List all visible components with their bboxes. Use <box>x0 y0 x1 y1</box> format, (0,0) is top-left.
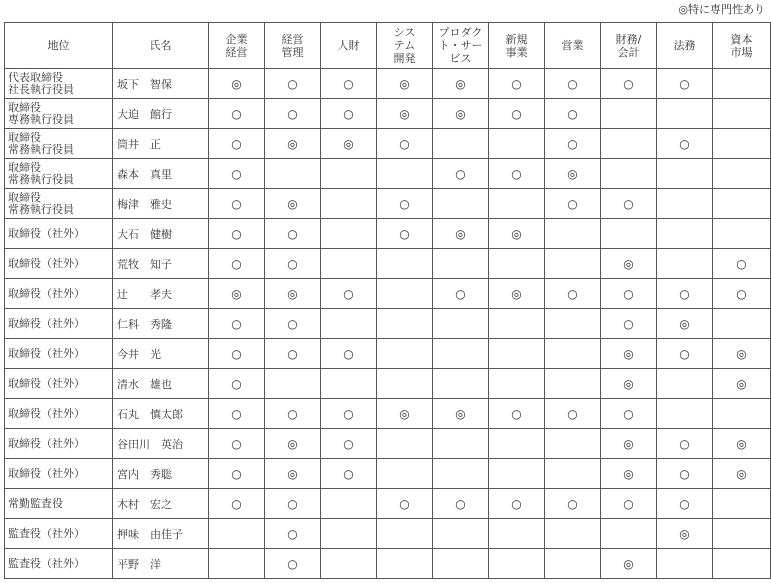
skill-mark-cell <box>377 159 433 189</box>
position-cell: 取締役（社外） <box>5 339 113 369</box>
table-body <box>5 69 771 579</box>
table-row <box>5 69 771 99</box>
skill-mark-cell <box>321 249 377 279</box>
skill-mark-cell: ○ <box>713 279 771 309</box>
skill-mark-cell <box>545 339 601 369</box>
skill-mark-cell <box>489 249 545 279</box>
skill-mark-cell: ○ <box>601 189 657 219</box>
skill-mark-cell: ○ <box>713 249 771 279</box>
skill-mark-cell: ○ <box>545 99 601 129</box>
skill-header-sales: 営業 <box>545 23 601 69</box>
table-row <box>5 519 771 549</box>
skill-mark-cell <box>209 549 265 579</box>
skill-mark-cell <box>433 249 489 279</box>
skill-mark-cell: ○ <box>601 279 657 309</box>
table-row <box>5 459 771 489</box>
skill-mark-cell <box>713 489 771 519</box>
skill-mark-cell: ◎ <box>601 369 657 399</box>
skill-mark-cell: ◎ <box>433 399 489 429</box>
skill-mark-cell: ◎ <box>657 309 713 339</box>
name-cell: 辻 孝夫 <box>113 279 209 309</box>
skill-mark-cell <box>489 339 545 369</box>
skill-mark-cell <box>601 129 657 159</box>
skill-mark-cell <box>209 519 265 549</box>
name-cell: 坂下 智保 <box>113 69 209 99</box>
skill-mark-cell: ○ <box>489 99 545 129</box>
skill-mark-cell <box>657 99 713 129</box>
skill-mark-cell <box>713 69 771 99</box>
skill-mark-cell: ◎ <box>601 459 657 489</box>
skill-mark-cell: ○ <box>209 189 265 219</box>
skill-mark-cell <box>713 219 771 249</box>
skill-mark-cell: ◎ <box>713 369 771 399</box>
skill-mark-cell <box>377 519 433 549</box>
skill-mark-cell <box>713 519 771 549</box>
skill-mark-cell: ◎ <box>377 69 433 99</box>
skill-mark-cell: ○ <box>265 99 321 129</box>
skill-mark-cell: ○ <box>657 339 713 369</box>
name-cell: 筒井 正 <box>113 129 209 159</box>
name-cell: 大迫 館行 <box>113 99 209 129</box>
skill-mark-cell <box>433 189 489 219</box>
skill-mark-cell <box>433 339 489 369</box>
skill-mark-cell: ○ <box>545 69 601 99</box>
skill-mark-cell <box>433 429 489 459</box>
skill-mark-cell: ◎ <box>489 279 545 309</box>
skill-mark-cell <box>601 99 657 129</box>
skill-mark-cell: ◎ <box>265 459 321 489</box>
skill-mark-cell: ○ <box>209 399 265 429</box>
position-cell: 取締役 常務執行役員 <box>5 189 113 219</box>
skill-mark-cell: ○ <box>321 69 377 99</box>
skill-mark-cell <box>433 309 489 339</box>
skill-mark-cell: ○ <box>209 249 265 279</box>
skill-mark-cell <box>489 309 545 339</box>
skill-mark-cell <box>321 189 377 219</box>
skill-mark-cell: ○ <box>489 489 545 519</box>
skill-mark-cell: ○ <box>209 129 265 159</box>
skill-header-corporate-management: 企業 経営 <box>209 23 265 69</box>
skill-mark-cell <box>657 369 713 399</box>
table-row <box>5 189 771 219</box>
skill-mark-cell <box>713 99 771 129</box>
position-header: 地位 <box>5 23 113 69</box>
position-cell: 取締役 常務執行役員 <box>5 159 113 189</box>
skill-mark-cell: ○ <box>433 279 489 309</box>
skill-mark-cell: ○ <box>657 429 713 459</box>
name-cell: 梅津 雅史 <box>113 189 209 219</box>
skill-mark-cell: ○ <box>265 69 321 99</box>
skill-mark-cell <box>657 219 713 249</box>
skill-mark-cell <box>489 429 545 459</box>
skill-mark-cell <box>657 549 713 579</box>
skill-mark-cell: ○ <box>209 219 265 249</box>
skill-mark-cell: ○ <box>209 309 265 339</box>
skill-mark-cell: ○ <box>489 69 545 99</box>
skill-mark-cell: ○ <box>545 189 601 219</box>
skill-mark-cell: ○ <box>657 459 713 489</box>
name-cell: 宮内 秀聡 <box>113 459 209 489</box>
skill-mark-cell: ○ <box>209 369 265 399</box>
table-row <box>5 99 771 129</box>
table-row <box>5 429 771 459</box>
skill-mark-cell: ○ <box>209 459 265 489</box>
skill-mark-cell <box>713 159 771 189</box>
table-row <box>5 369 771 399</box>
skill-mark-cell: ◎ <box>209 69 265 99</box>
skill-mark-cell: ◎ <box>601 249 657 279</box>
skill-mark-cell <box>489 369 545 399</box>
name-cell: 荒牧 知子 <box>113 249 209 279</box>
skill-mark-cell <box>321 489 377 519</box>
name-cell: 仁科 秀隆 <box>113 309 209 339</box>
skill-mark-cell <box>545 429 601 459</box>
skill-mark-cell: ◎ <box>433 69 489 99</box>
name-cell: 森本 真里 <box>113 159 209 189</box>
skill-mark-cell: ○ <box>265 489 321 519</box>
skill-mark-cell: ○ <box>433 159 489 189</box>
table-row <box>5 489 771 519</box>
position-cell: 取締役（社外） <box>5 219 113 249</box>
skill-mark-cell <box>713 309 771 339</box>
table-row <box>5 399 771 429</box>
skill-mark-cell <box>321 519 377 549</box>
skill-mark-cell <box>713 399 771 429</box>
name-cell: 清水 雄也 <box>113 369 209 399</box>
skill-mark-cell: ○ <box>265 519 321 549</box>
skill-mark-cell <box>433 369 489 399</box>
name-cell: 木村 宏之 <box>113 489 209 519</box>
skill-mark-cell <box>321 219 377 249</box>
skill-mark-cell <box>321 549 377 579</box>
skill-mark-cell <box>377 429 433 459</box>
table-row <box>5 549 771 579</box>
skill-mark-cell <box>657 249 713 279</box>
position-cell: 取締役（社外） <box>5 249 113 279</box>
position-cell: 取締役 常務執行役員 <box>5 129 113 159</box>
skill-header-system-development: シス テム 開発 <box>377 23 433 69</box>
skill-mark-cell: ○ <box>545 399 601 429</box>
skill-mark-cell: ○ <box>601 69 657 99</box>
table-row <box>5 279 771 309</box>
skill-mark-cell: ○ <box>265 309 321 339</box>
skill-mark-cell: ◎ <box>433 99 489 129</box>
skill-mark-cell: ○ <box>377 129 433 159</box>
skill-mark-cell <box>713 549 771 579</box>
skill-mark-cell: ○ <box>209 489 265 519</box>
skill-mark-cell: ○ <box>489 399 545 429</box>
position-cell: 取締役（社外） <box>5 309 113 339</box>
skill-mark-cell: ◎ <box>713 339 771 369</box>
skill-mark-cell <box>321 309 377 339</box>
skill-mark-cell: ○ <box>265 399 321 429</box>
skill-mark-cell: ○ <box>657 129 713 159</box>
skill-mark-cell <box>489 549 545 579</box>
table-row <box>5 129 771 159</box>
skill-mark-cell: ○ <box>657 489 713 519</box>
skill-mark-cell: ○ <box>545 279 601 309</box>
position-cell: 取締役（社外） <box>5 369 113 399</box>
skill-mark-cell: ◎ <box>377 99 433 129</box>
table-row <box>5 309 771 339</box>
skill-mark-cell <box>657 189 713 219</box>
skill-mark-cell: ○ <box>209 429 265 459</box>
table-row <box>5 339 771 369</box>
skill-mark-cell <box>433 459 489 489</box>
skill-mark-cell: ○ <box>489 159 545 189</box>
skill-mark-cell <box>377 369 433 399</box>
skill-mark-cell <box>265 159 321 189</box>
position-cell: 監査役（社外） <box>5 549 113 579</box>
skill-mark-cell: ◎ <box>601 549 657 579</box>
skill-mark-cell <box>601 219 657 249</box>
skill-mark-cell <box>545 519 601 549</box>
table-row <box>5 219 771 249</box>
table-row <box>5 249 771 279</box>
name-cell: 平野 洋 <box>113 549 209 579</box>
skill-mark-cell <box>601 519 657 549</box>
skill-mark-cell: ◎ <box>601 339 657 369</box>
skill-mark-cell: ○ <box>321 99 377 129</box>
skill-mark-cell <box>433 129 489 159</box>
skill-mark-cell <box>377 459 433 489</box>
skill-header-new-business: 新規 事業 <box>489 23 545 69</box>
skill-mark-cell: ○ <box>265 219 321 249</box>
skill-mark-cell: ○ <box>545 489 601 519</box>
position-cell: 取締役（社外） <box>5 399 113 429</box>
skill-mark-cell <box>377 279 433 309</box>
skill-mark-cell <box>601 159 657 189</box>
skill-mark-cell: ○ <box>209 99 265 129</box>
skill-mark-cell <box>377 549 433 579</box>
skill-mark-cell: ○ <box>545 129 601 159</box>
skill-mark-cell <box>489 519 545 549</box>
skill-header-capital-markets: 資本 市場 <box>713 23 771 69</box>
position-cell: 取締役（社外） <box>5 279 113 309</box>
name-cell: 大石 健樹 <box>113 219 209 249</box>
skill-mark-cell: ○ <box>321 279 377 309</box>
skill-header-finance-accounting: 財務/ 会計 <box>601 23 657 69</box>
skill-mark-cell: ○ <box>321 399 377 429</box>
position-cell: 代表取締役 社長執行役員 <box>5 69 113 99</box>
skill-mark-cell <box>657 159 713 189</box>
legend-note: ◎特に専門性あり <box>678 3 765 16</box>
header-row <box>5 23 771 69</box>
skill-mark-cell <box>265 369 321 399</box>
position-cell: 取締役 専務執行役員 <box>5 99 113 129</box>
skill-mark-cell: ◎ <box>321 129 377 159</box>
skill-mark-cell: ○ <box>377 489 433 519</box>
skill-mark-cell <box>657 399 713 429</box>
skill-mark-cell: ○ <box>601 309 657 339</box>
skill-mark-cell: ○ <box>601 489 657 519</box>
position-cell: 常勤監査役 <box>5 489 113 519</box>
name-cell: 押味 由佳子 <box>113 519 209 549</box>
position-cell: 監査役（社外） <box>5 519 113 549</box>
skill-mark-cell: ◎ <box>545 159 601 189</box>
skill-mark-cell <box>489 189 545 219</box>
skill-header-legal: 法務 <box>657 23 713 69</box>
name-cell: 石丸 慎太郎 <box>113 399 209 429</box>
skill-mark-cell: ◎ <box>713 429 771 459</box>
skill-mark-cell <box>377 339 433 369</box>
skill-mark-cell: ○ <box>377 219 433 249</box>
skill-mark-cell <box>545 219 601 249</box>
skill-mark-cell <box>489 459 545 489</box>
skill-mark-cell: ◎ <box>657 519 713 549</box>
skill-mark-cell <box>489 129 545 159</box>
skill-header-business-administration: 経営 管理 <box>265 23 321 69</box>
position-cell: 取締役（社外） <box>5 429 113 459</box>
skill-mark-cell <box>713 129 771 159</box>
skill-mark-cell: ○ <box>321 339 377 369</box>
skill-mark-cell: ○ <box>321 429 377 459</box>
position-cell: 取締役（社外） <box>5 459 113 489</box>
skill-matrix-table <box>4 22 771 579</box>
skill-mark-cell <box>433 519 489 549</box>
skill-mark-cell <box>545 249 601 279</box>
skill-mark-cell: ○ <box>265 249 321 279</box>
name-cell: 谷田川 英治 <box>113 429 209 459</box>
skill-mark-cell: ○ <box>601 399 657 429</box>
skill-mark-cell <box>433 549 489 579</box>
skill-mark-cell: ◎ <box>433 219 489 249</box>
table-row <box>5 159 771 189</box>
skill-mark-cell: ○ <box>265 549 321 579</box>
skill-mark-cell: ○ <box>657 279 713 309</box>
skill-mark-cell: ◎ <box>265 279 321 309</box>
skill-mark-cell: ◎ <box>601 429 657 459</box>
skill-mark-cell: ○ <box>433 489 489 519</box>
name-header: 氏名 <box>113 23 209 69</box>
skill-mark-cell: ◎ <box>265 129 321 159</box>
skill-mark-cell: ○ <box>209 339 265 369</box>
skill-mark-cell: ○ <box>377 189 433 219</box>
skill-mark-cell: ◎ <box>713 459 771 489</box>
skill-mark-cell: ◎ <box>265 189 321 219</box>
skill-mark-cell <box>545 549 601 579</box>
skill-mark-cell: ○ <box>321 459 377 489</box>
skill-mark-cell <box>321 159 377 189</box>
skill-mark-cell <box>377 309 433 339</box>
skill-mark-cell: ◎ <box>209 279 265 309</box>
skill-mark-cell <box>545 309 601 339</box>
skill-mark-cell: ○ <box>657 69 713 99</box>
skill-mark-cell <box>321 369 377 399</box>
skill-mark-cell <box>545 459 601 489</box>
skill-mark-cell: ◎ <box>489 219 545 249</box>
skill-mark-cell: ◎ <box>265 429 321 459</box>
skill-mark-cell: ○ <box>209 159 265 189</box>
skill-mark-cell <box>713 189 771 219</box>
skill-header-products-services: プロダク ト・サー ビス <box>433 23 489 69</box>
skill-header-human-resources: 人財 <box>321 23 377 69</box>
skill-mark-cell: ○ <box>265 339 321 369</box>
skill-mark-cell: ◎ <box>377 399 433 429</box>
name-cell: 今井 光 <box>113 339 209 369</box>
skill-mark-cell <box>545 369 601 399</box>
skill-mark-cell <box>377 249 433 279</box>
